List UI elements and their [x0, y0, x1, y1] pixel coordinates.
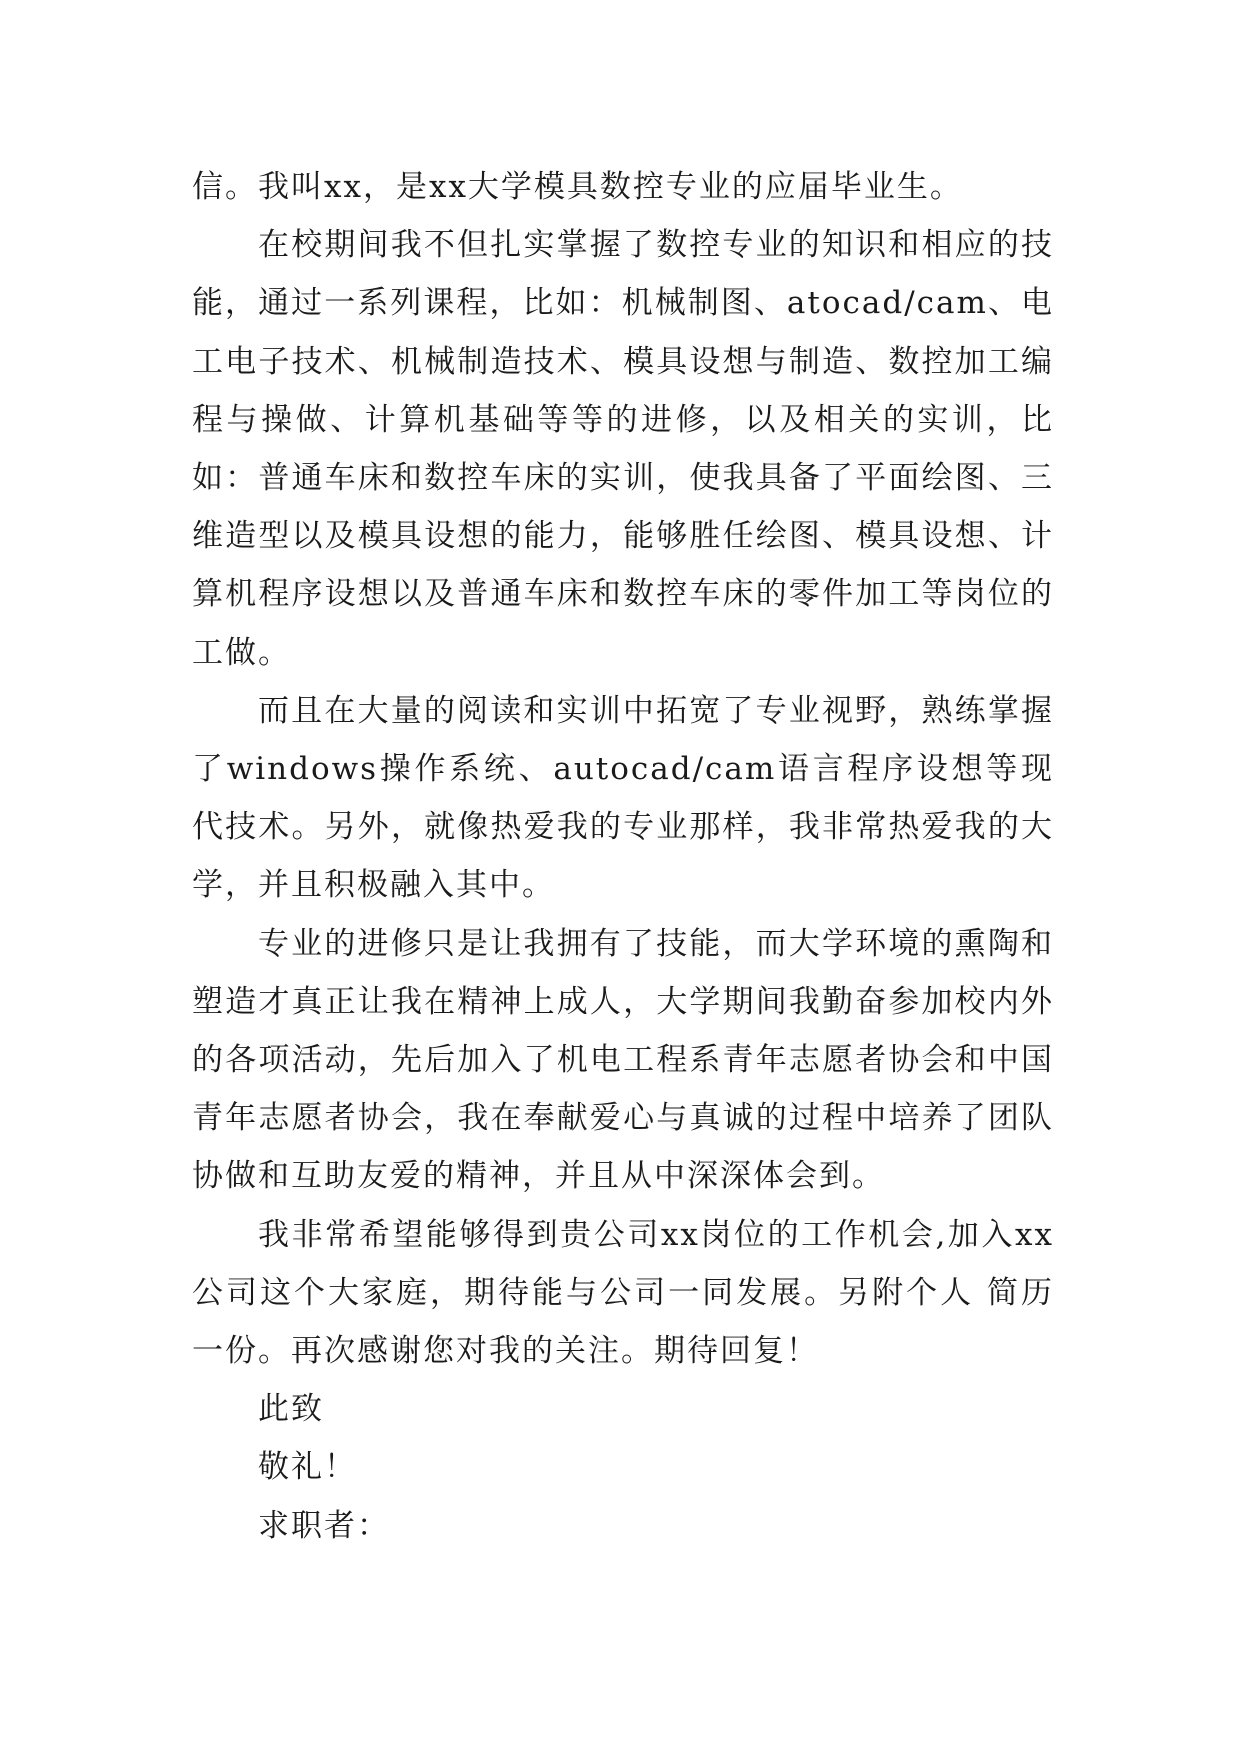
closing-regards: 敬礼！: [258, 1449, 357, 1486]
closing-salutation: 此致: [258, 1391, 324, 1428]
letter-paragraph-activities: 专业的进修只是让我拥有了技能，而大学环境的熏陶和塑造才真正让我在精神上成人，大学期间我勤奋参加校内外的各项活动，先后加入了机电工程系青年志愿者协会和中国青年志愿者协会，我在奉献爱心与真诚的过程中培养了团队协做和互助友爱的精神，并且从中深深体会到。: [192, 925, 1054, 1195]
letter-body: [192, 158, 1054, 1555]
signature-label: 求职者：: [258, 1507, 390, 1544]
letter-paragraph-skills: 在校期间我不但扎实掌握了数控专业的知识和相应的技能，通过一系列课程，比如：机械制图、atocad/cam、电工电子技术、机械制造技术、模具设想与制造、数控加工编程与操做、计算机基础等等的进修，以及相关的实训，比如：普通车床和数控车床的实训，使我具备了平面绘图、三维造型以及模具设想的能力，能够胜任绘图、模具设想、计算机程序设想以及普通车床和数控车床的零件加工等岗位的工做。: [192, 227, 1054, 671]
letter-paragraph-request: 我非常希望能够得到贵公司xx岗位的工作机会,加入xx公司这个大家庭，期待能与公司一同发展。另附个人 简历一份。再次感谢您对我的关注。期待回复！: [192, 1216, 1054, 1370]
letter-paragraph-continuation: 信。我叫xx，是xx大学模具数控专业的应届毕业生。: [192, 169, 963, 205]
letter-paragraph-vision: 而且在大量的阅读和实训中拓宽了专业视野，熟练掌握了windows操作系统、autocad/cam语言程序设想等现代技术。另外，就像热爱我的专业那样，我非常热爱我的大学，并且积极融入其中。: [192, 692, 1054, 904]
